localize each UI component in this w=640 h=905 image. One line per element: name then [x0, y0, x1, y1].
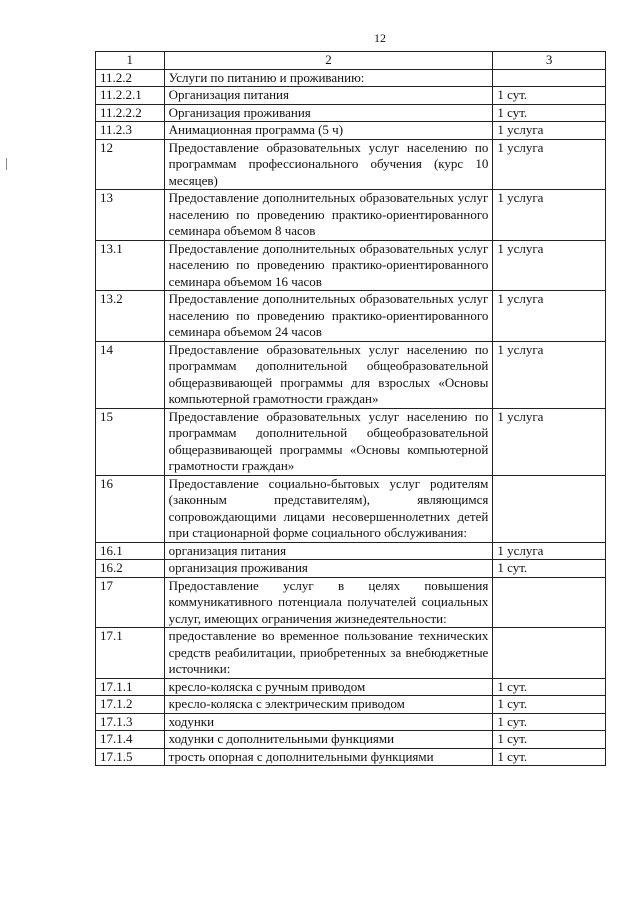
row-unit: 1 услуга [493, 341, 606, 408]
row-number: 11.2.2 [96, 69, 165, 87]
row-unit: 1 услуга [493, 190, 606, 241]
row-unit [493, 475, 606, 542]
table-row [96, 731, 606, 749]
table-row [96, 408, 606, 475]
row-description: Предоставление дополнительных образовательных услуг населению по проведению практико-ориентированного семинара объемом 16 часов [164, 240, 493, 291]
row-number: 17.1 [96, 628, 165, 679]
table-row [96, 475, 606, 542]
row-unit: 1 сут. [493, 678, 606, 696]
row-unit: 1 сут. [493, 748, 606, 766]
table-row [96, 291, 606, 342]
table-row [96, 696, 606, 714]
table-row [96, 104, 606, 122]
table-row [96, 560, 606, 578]
row-unit: 1 услуга [493, 542, 606, 560]
row-number: 14 [96, 341, 165, 408]
row-number: 11.2.2.1 [96, 87, 165, 105]
services-table [95, 51, 606, 766]
row-number: 11.2.2.2 [96, 104, 165, 122]
row-description: Анимационная программа (5 ч) [164, 122, 493, 140]
row-description: ходунки [164, 713, 493, 731]
row-number: 17.1.5 [96, 748, 165, 766]
row-number: 13.1 [96, 240, 165, 291]
table-row [96, 713, 606, 731]
row-number: 17.1.1 [96, 678, 165, 696]
header-col-3: 3 [493, 52, 606, 70]
row-number: 17.1.2 [96, 696, 165, 714]
row-number: 17 [96, 577, 165, 628]
table-row [96, 748, 606, 766]
row-description: Предоставление образовательных услуг населению по программам дополнительной общеобразовательной общеразвивающей программы «Основы компьютерной грамотности граждан» [164, 408, 493, 475]
row-number: 12 [96, 139, 165, 190]
table-row [96, 190, 606, 241]
row-description: Предоставление дополнительных образовательных услуг населению по проведению практико-ориентированного семинара объемом 24 часов [164, 291, 493, 342]
row-description: Организация питания [164, 87, 493, 105]
table-row [96, 542, 606, 560]
row-unit: 1 сут. [493, 560, 606, 578]
row-number: 13.2 [96, 291, 165, 342]
row-description: предоставление во временное пользование технических средств реабилитации, приобретенных за внебюджетные источники: [164, 628, 493, 679]
row-unit: 1 услуга [493, 122, 606, 140]
row-description: Организация проживания [164, 104, 493, 122]
header-col-2: 2 [164, 52, 493, 70]
scan-artifact-mark [6, 158, 7, 170]
row-number: 16.2 [96, 560, 165, 578]
row-unit [493, 577, 606, 628]
row-description: кресло-коляска с электрическим приводом [164, 696, 493, 714]
row-unit: 1 услуга [493, 240, 606, 291]
row-number: 16 [96, 475, 165, 542]
row-unit: 1 сут. [493, 87, 606, 105]
row-description: трость опорная с дополнительными функциями [164, 748, 493, 766]
row-number: 17.1.4 [96, 731, 165, 749]
table-row [96, 240, 606, 291]
table-row [96, 122, 606, 140]
table-row [96, 628, 606, 679]
row-unit: 1 услуга [493, 408, 606, 475]
row-number: 17.1.3 [96, 713, 165, 731]
row-description: Услуги по питанию и проживанию: [164, 69, 493, 87]
table-row [96, 577, 606, 628]
row-description: Предоставление дополнительных образовательных услуг населению по проведению практико-ориентированного семинара объемом 8 часов [164, 190, 493, 241]
row-unit: 1 сут. [493, 696, 606, 714]
row-description: организация питания [164, 542, 493, 560]
row-unit: 1 сут. [493, 731, 606, 749]
row-unit: 1 сут. [493, 713, 606, 731]
row-description: кресло-коляска с ручным приводом [164, 678, 493, 696]
row-number: 15 [96, 408, 165, 475]
table-row [96, 678, 606, 696]
row-description: организация проживания [164, 560, 493, 578]
row-unit: 1 услуга [493, 291, 606, 342]
table-header-row [96, 52, 606, 70]
row-unit: 1 сут. [493, 104, 606, 122]
services-table-body [96, 52, 606, 766]
table-row [96, 87, 606, 105]
row-unit: 1 услуга [493, 139, 606, 190]
table-row [96, 341, 606, 408]
row-number: 13 [96, 190, 165, 241]
row-description: Предоставление образовательных услуг населению по программам дополнительной общеобразовательной общеразвивающей программы для взрослых «Основы компьютерной грамотности граждан» [164, 341, 493, 408]
row-number: 11.2.3 [96, 122, 165, 140]
row-description: Предоставление услуг в целях повышения коммуникативного потенциала получателей социальных услуг, имеющих ограничения жизнедеятельности: [164, 577, 493, 628]
row-unit [493, 69, 606, 87]
row-number: 16.1 [96, 542, 165, 560]
row-description: ходунки с дополнительными функциями [164, 731, 493, 749]
row-unit [493, 628, 606, 679]
row-description: Предоставление социально-бытовых услуг родителям (законным представителям), являющимся сопровождающими лицами несовершеннолетних детей при стационарной форме социального обслуживания: [164, 475, 493, 542]
table-row [96, 139, 606, 190]
table-row [96, 69, 606, 87]
header-col-1: 1 [96, 52, 165, 70]
row-description: Предоставление образовательных услуг населению по программам профессионального обучения (курс 10 месяцев) [164, 139, 493, 190]
page-number: 12 [374, 31, 386, 45]
